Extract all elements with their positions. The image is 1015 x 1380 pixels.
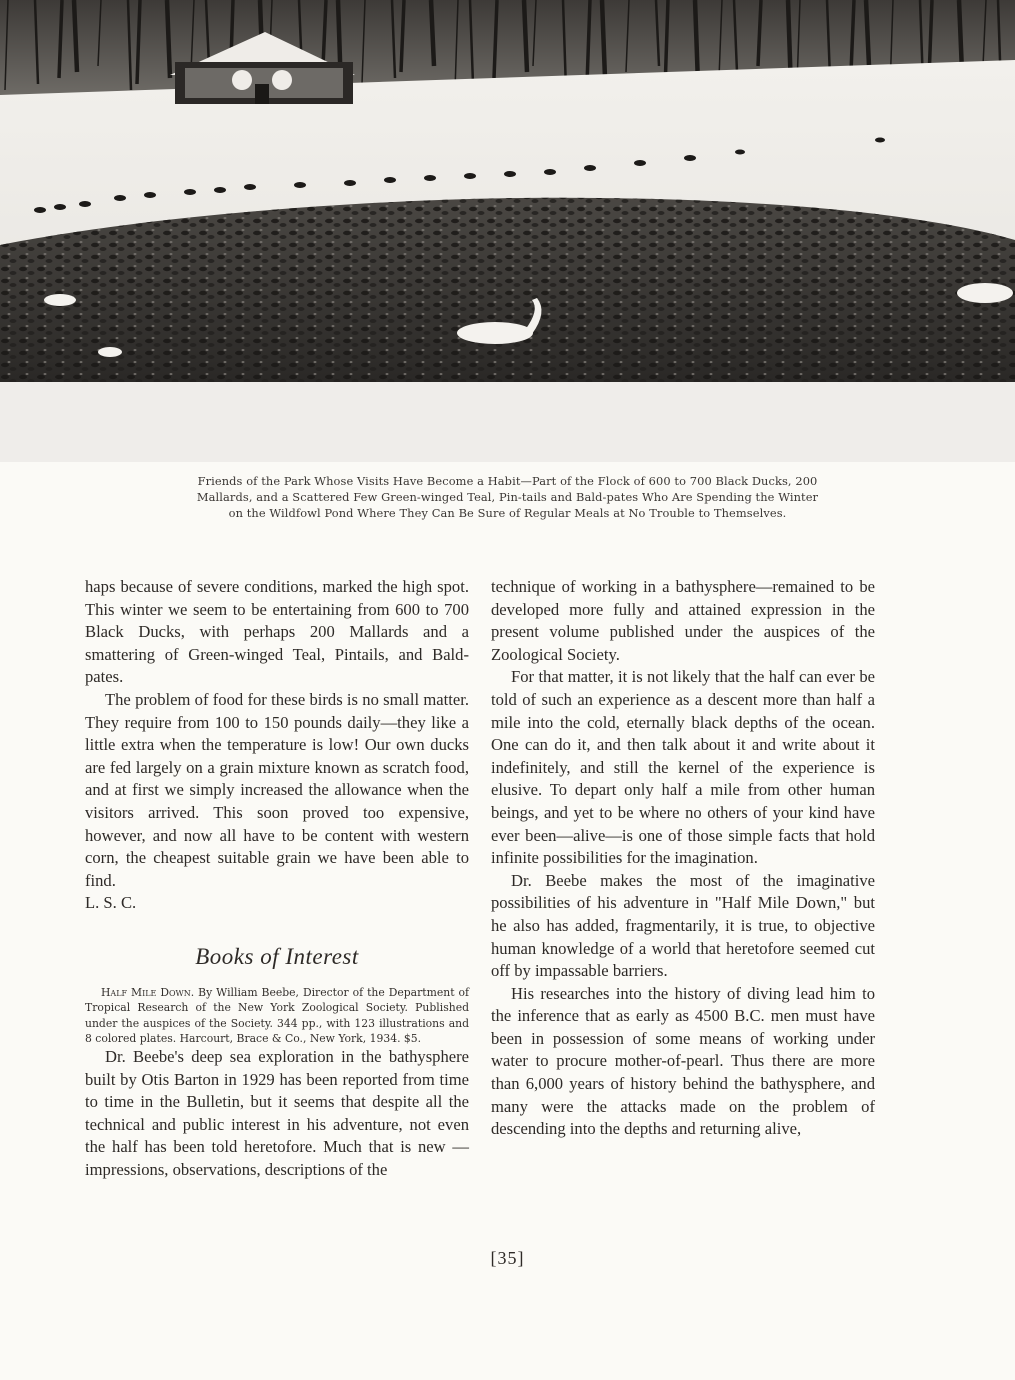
left-column	[85, 576, 469, 1182]
book-details: By William Beebe, Director of the Department of Tropical Research of the New York Zoological Society. Published under the auspices of the Society. 344 pp., with 123 illustrations and 8 colored plates. Harcourt, Brace & Co., New York, 1934. $5.	[85, 985, 469, 1045]
tree-trunk	[602, 0, 605, 78]
tree-trunk	[167, 0, 170, 78]
article-paragraph: For that matter, it is not likely that the half can ever be told of such an experience as a descent more than half a mile into the cold, eternally black depths of the ocean. One can do it, and then talk about it and write about it indefinitely, and still the kernel of the experience is elusive. To depart only half a mile from other human beings, and yet to be where no others of your kind have ever been—alive—is one of those simple facts that hold infinite possibilities for the imagination.	[491, 667, 875, 868]
caption-line: Friends of the Park Whose Visits Have Become a Habit—Part of the Flock of 600 to 700 Black Ducks, 200	[197, 474, 818, 488]
page-number: [35]	[490, 1248, 525, 1268]
author-initials: L. S. C.	[85, 893, 137, 913]
article-paragraph: Dr. Beebe's deep sea exploration in the bathysphere built by Otis Barton in 1929 has been reported from time to time in the Bulletin, but it seems that despite all the technical and public interest in his adventure, not even the half has been told heretofore. Much that is new —impressions, observations, descriptions of the	[85, 1047, 469, 1180]
photo-caption	[120, 473, 895, 521]
tree-trunk	[74, 0, 77, 72]
book-title: Half Mile Down.	[101, 985, 195, 999]
right-column	[491, 576, 875, 1141]
article-paragraph: haps because of severe conditions, marked the high spot. This winter we seem to be entertaining from 600 to 700 Black Ducks, with perhaps 200 Mallards and a smattering of Green-winged Teal, Pintails, and Bald-pates.	[85, 577, 469, 687]
duck-pond-photo	[0, 0, 1015, 462]
book-citation	[85, 985, 469, 1046]
tree-trunk	[431, 0, 434, 66]
tree-trunk	[959, 0, 962, 72]
caption-line: on the Wildfowl Pond Where They Can Be Sure of Regular Meals at No Trouble to Themselves.	[228, 506, 787, 520]
tree-trunk	[866, 0, 869, 66]
tree-trunk	[524, 0, 527, 72]
caption-line: Mallards, and a Scattered Few Green-winged Teal, Pin-tails and Bald-pates Who Are Spending the Winter	[196, 490, 819, 504]
winter-pond-image	[0, 0, 1015, 462]
article-paragraph: The problem of food for these birds is no small matter. They require from 100 to 150 pounds daily—they like a little extra when the temperature is low! Our own ducks are fed largely on a grain mixture known as scratch food, and at first we simply increased the allowance when the visitors arrived. This soon proved too expensive, however, and now all have to be content with western corn, the cheapest suitable grain we have been able to find.	[85, 689, 469, 890]
article-paragraph: Dr. Beebe makes the most of the imaginative possibilities of his adventure in "Half Mile Down," but he also has added, fragmentarily, it is true, to objective human knowledge of a world that heretofore seemed cut off by impassable barriers.	[491, 870, 875, 981]
section-heading: Books of Interest	[195, 943, 359, 969]
article-paragraph: His researches into the history of diving lead him to the inference that as early as 4500 B.C. men must have been in possession of some means of working under water to procure mother-of-pearl. Thus there are more than 6,000 years of history behind the bathysphere, and many were the attacks made on the problem of descending into the depths and returning alive,	[491, 983, 875, 1139]
article-paragraph: technique of working in a bathysphere—remained to be developed more fully and attained expression in the present volume published under the auspices of the Zoological Society.	[491, 577, 875, 664]
